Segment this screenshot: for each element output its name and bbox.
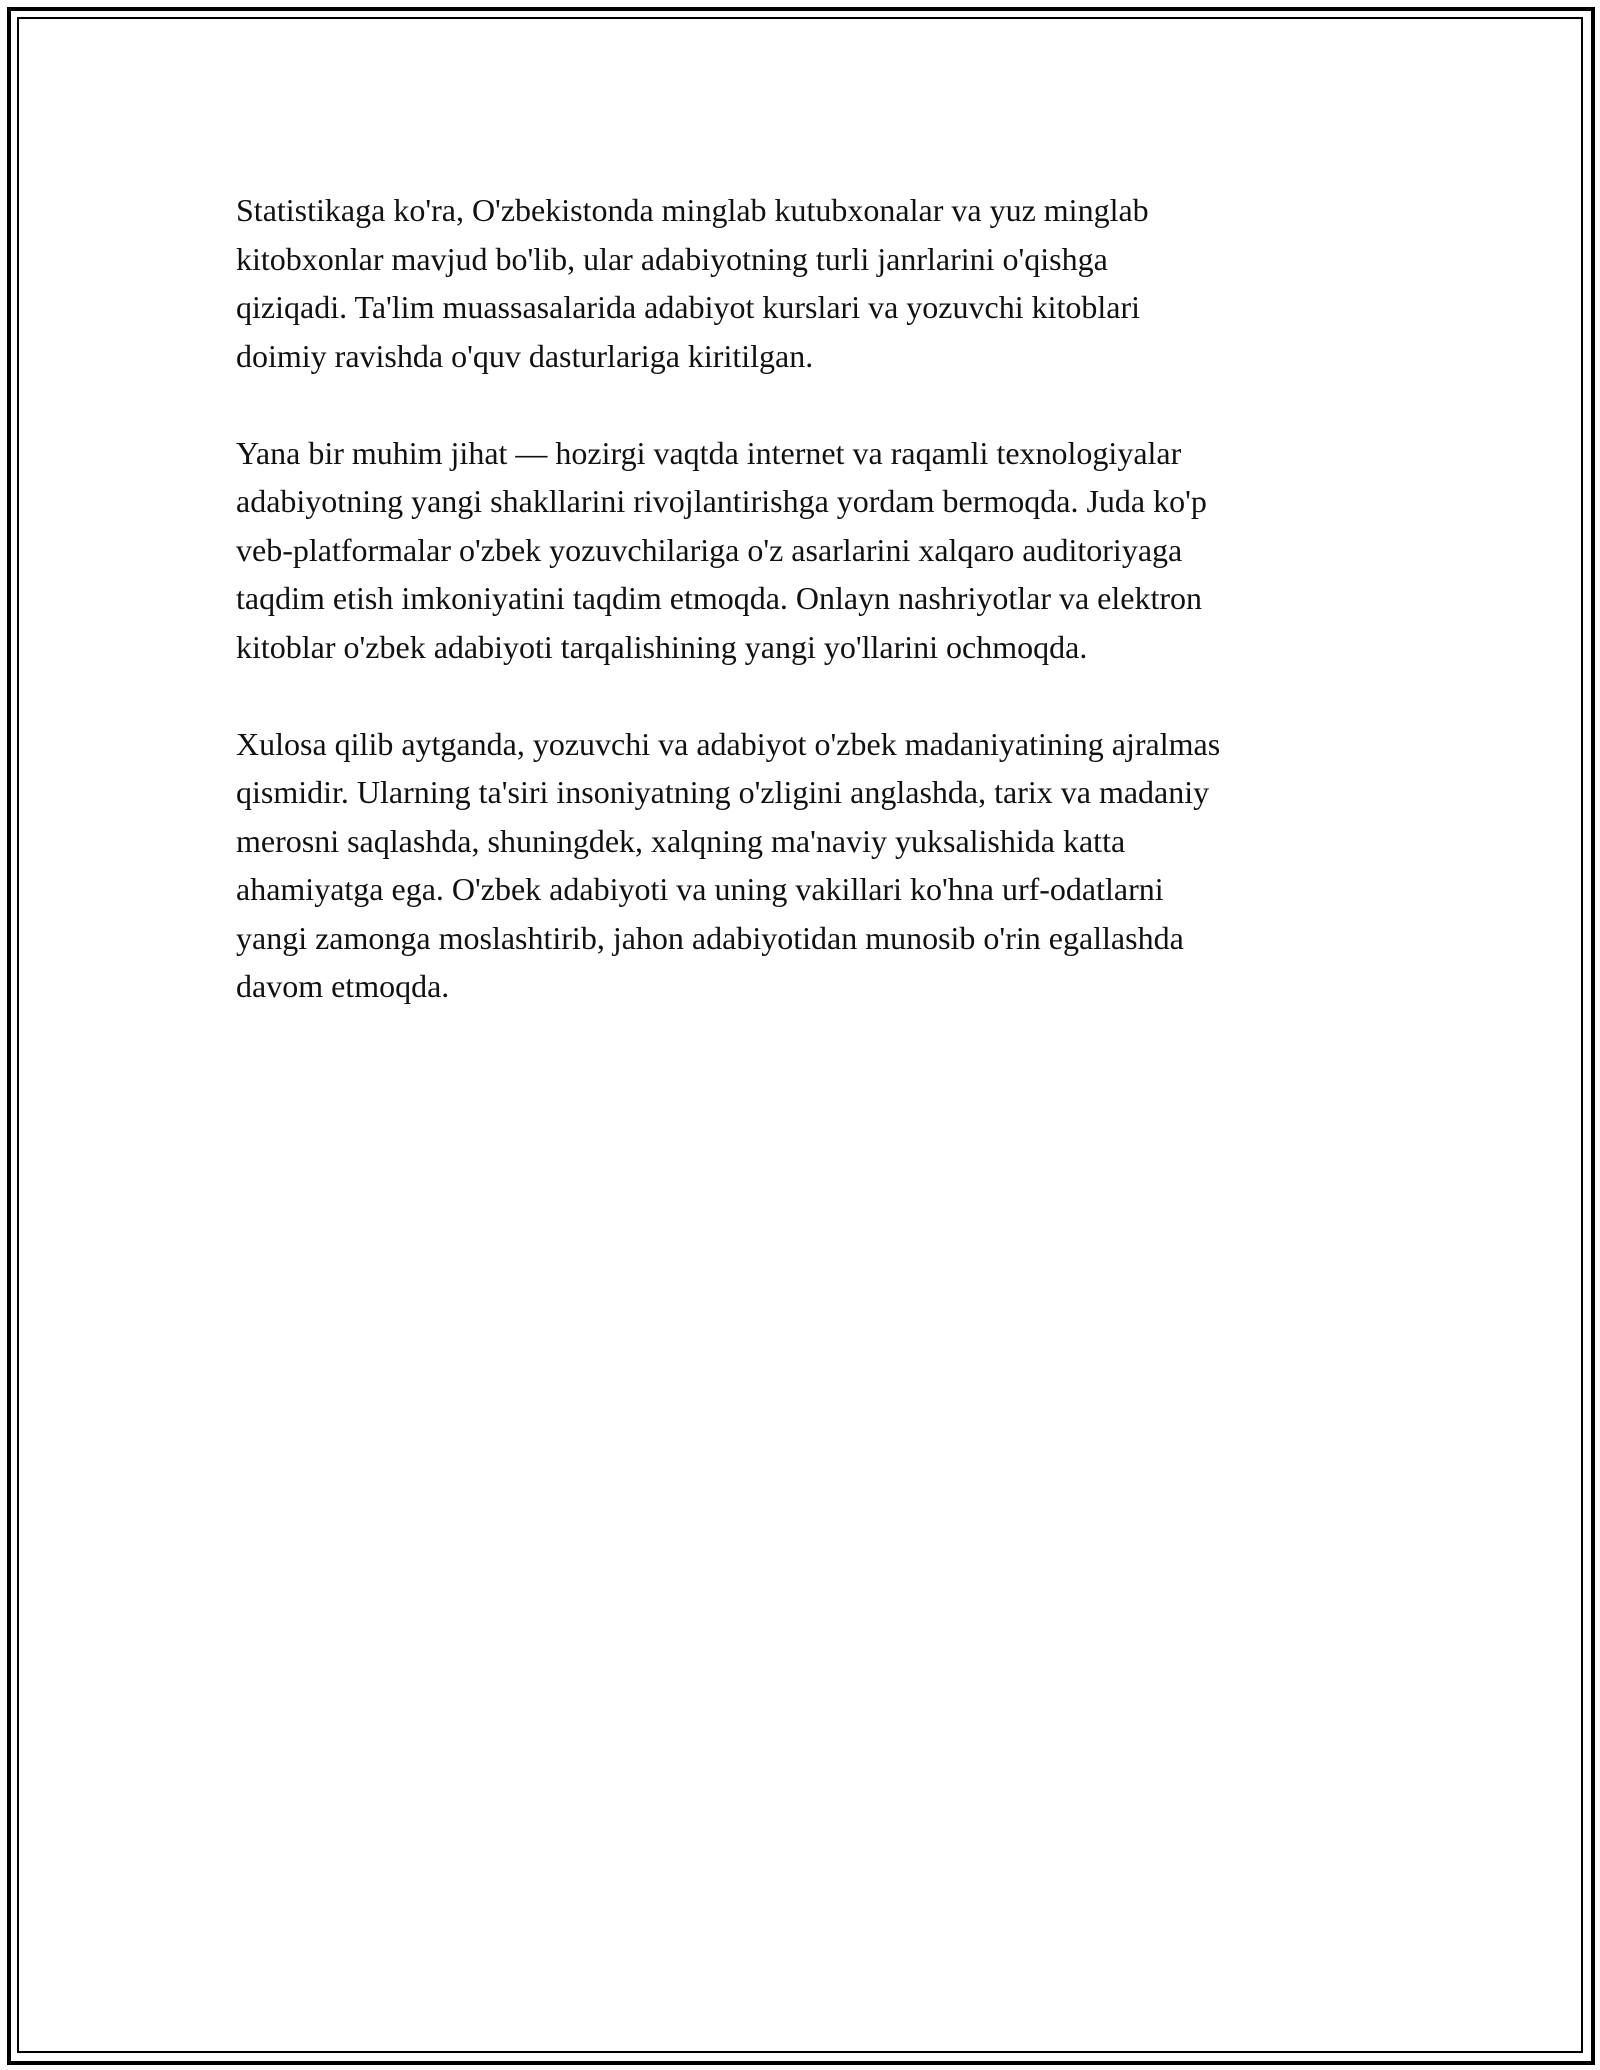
paragraph-line: taqdim etish imkoniyatini taqdim etmoqda. Onlayn nashriyotlar va elektron: [236, 580, 1203, 616]
paragraph-line: veb-platformalar o'zbek yozuvchilariga o'z asarlarini xalqaro auditoriyaga: [236, 531, 1183, 568]
document-body: [236, 186, 1376, 1059]
paragraph-line: davom etmoqda.: [236, 968, 450, 1004]
paragraph-line: merosni saqlashda, shuningdek, xalqning ma'naviy yuksalishida katta: [236, 822, 1126, 859]
paragraph-line: Statistikaga ko'ra, O'zbekistonda minglab kutubxonalar va yuz minglab: [236, 192, 1149, 228]
paragraph-line: yangi zamonga moslashtirib, jahon adabiyotidan munosib o'rin egallashda: [236, 919, 1184, 956]
paragraph-statistics: [236, 186, 1376, 380]
paragraph-line: ahamiyatga ega. O'zbek adabiyoti va uning vakillari ko'hna urf-odatlarni: [236, 871, 1164, 907]
paragraph-line: Yana bir muhim jihat — hozirgi vaqtda internet va raqamli texnologiyalar: [236, 434, 1182, 471]
paragraph-conclusion: [236, 720, 1376, 1011]
paragraph-line: kitoblar o'zbek adabiyoti tarqalishining yangi yo'llarini ochmoqda.: [236, 628, 1088, 665]
paragraph-line: doimiy ravishda o'quv dasturlariga kiritilgan.: [236, 337, 814, 374]
paragraph-digital: [236, 429, 1376, 672]
paragraph-line: qismidir. Ularning ta'siri insoniyatning o'zligini anglashda, tarix va madaniy: [236, 774, 1210, 810]
paragraph-line: kitobxonlar mavjud bo'lib, ular adabiyotning turli janrlarini o'qishga: [236, 240, 1108, 277]
paragraph-line: Xulosa qilib aytganda, yozuvchi va adabiyot o'zbek madaniyatining ajralmas: [236, 725, 1221, 762]
paragraph-line: qiziqadi. Ta'lim muassasalarida adabiyot kurslari va yozuvchi kitoblari: [236, 289, 1141, 325]
paragraph-line: adabiyotning yangi shakllarini rivojlantirishga yordam bermoqda. Juda ko'p: [236, 483, 1207, 519]
